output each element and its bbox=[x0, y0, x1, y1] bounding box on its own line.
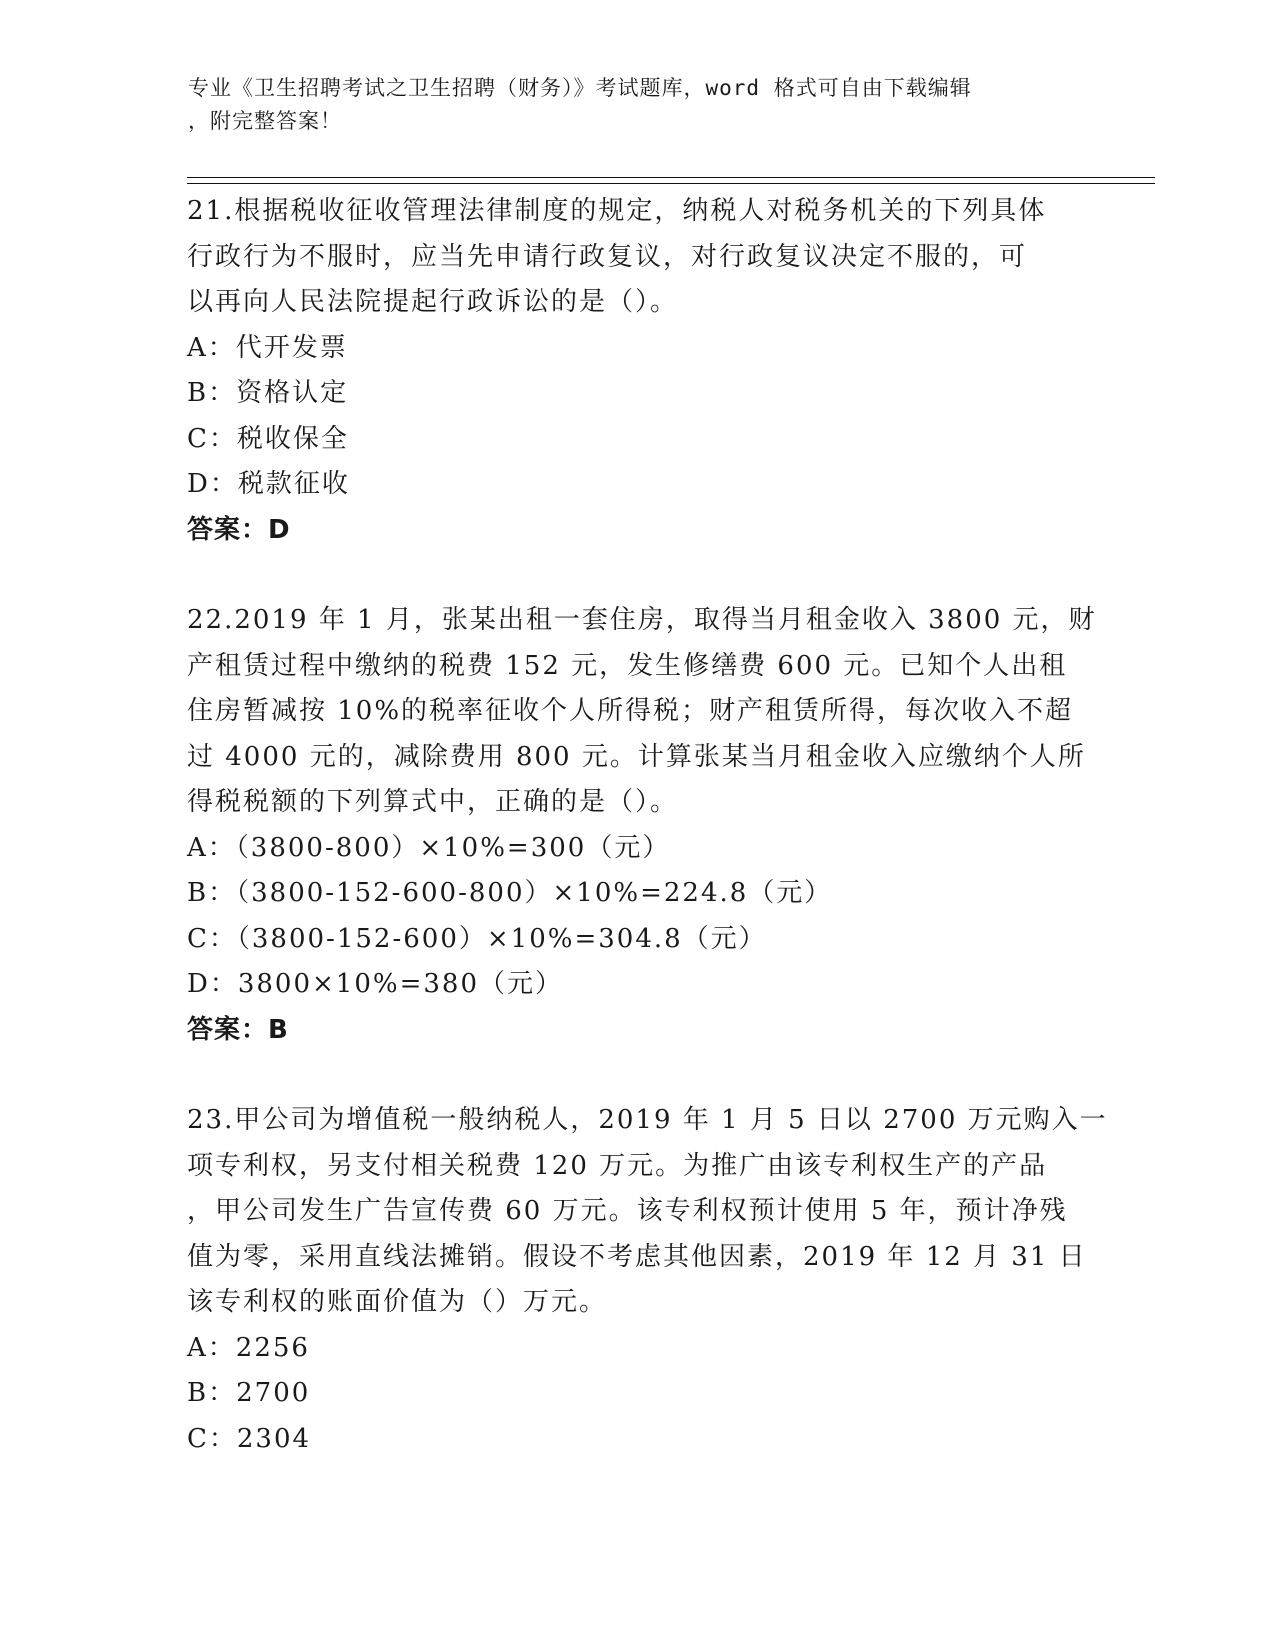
option-a: A：（3800-800）×10%=300（元） bbox=[187, 832, 671, 863]
option-d: D：税款征收 bbox=[187, 469, 350, 499]
question-stem bbox=[187, 1098, 1108, 1326]
question-spacer bbox=[187, 1053, 1087, 1098]
question-stem-line: 值为零，采用直线法摊销。假设不考虑其他因素，2019 年 12 月 31 日 bbox=[187, 1241, 1087, 1272]
question-stem-line: 以再向人民法院提起行政诉讼的是（）。 bbox=[187, 287, 679, 317]
question-22 bbox=[187, 598, 1097, 1053]
question-stem-line: 23.甲公司为增值税一般纳税人，2019 年 1 月 5 日以 2700 万元购入一 bbox=[187, 1105, 1108, 1135]
header-divider-bottom bbox=[187, 183, 1155, 184]
document-header bbox=[188, 72, 1068, 138]
question-stem bbox=[187, 189, 1087, 326]
option-c: C：2304 bbox=[187, 1423, 312, 1454]
option-c: C：（3800-152-600）×10%=304.8（元） bbox=[187, 923, 767, 954]
option-a: A：代开发票 bbox=[187, 332, 348, 363]
header-line-1: 专业《卫生招聘考试之卫生招聘（财务）》考试题库，word 格式可自由下载编辑 bbox=[188, 76, 972, 100]
question-stem-line: 项专利权，另支付相关税费 120 万元。为推广由该专利权生产的产品 bbox=[187, 1150, 1048, 1181]
question-stem-line: 该专利权的账面价值为（）万元。 bbox=[187, 1287, 608, 1317]
option-b: B：资格认定 bbox=[187, 378, 349, 408]
header-divider-top bbox=[187, 177, 1155, 178]
answer-line: 答案：B bbox=[187, 1014, 289, 1045]
question-stem-line: 22.2019 年 1 月，张某出租一套住房，取得当月租金收入 3800 元，财 bbox=[187, 605, 1097, 635]
question-stem-line: 21.根据税收征收管理法律制度的规定，纳税人对税务机关的下列具体 bbox=[187, 196, 1047, 226]
option-b: B：2700 bbox=[187, 1378, 311, 1408]
question-stem-line: 住房暂减按 10%的税率征收个人所得税；财产租赁所得，每次收入不超 bbox=[187, 696, 1074, 726]
option-b: B：（3800-152-600-800）×10%=224.8（元） bbox=[187, 878, 833, 908]
question-stem-line: 行政行为不服时，应当先申请行政复议，对行政复议决定不服的，可 bbox=[187, 241, 1028, 272]
question-stem-line: 过 4000 元的，减除费用 800 元。计算张某当月租金收入应缴纳个人所 bbox=[187, 741, 1086, 772]
question-list bbox=[187, 189, 1108, 1462]
question-stem-line: 产租赁过程中缴纳的税费 152 元，发生修缮费 600 元。已知个人出租 bbox=[187, 650, 1068, 681]
question-spacer bbox=[187, 553, 1087, 598]
header-line-2: ，附完整答案！ bbox=[188, 109, 342, 133]
option-c: C：税收保全 bbox=[187, 423, 349, 454]
question-stem-line: ，甲公司发生广告宣传费 60 万元。该专利权预计使用 5 年，预计净残 bbox=[187, 1196, 1068, 1226]
option-a: A：2256 bbox=[187, 1332, 310, 1363]
answer-line: 答案：D bbox=[187, 514, 291, 545]
option-d: D：3800×10%=380（元） bbox=[187, 969, 563, 999]
question-stem-line: 得税税额的下列算式中，正确的是（）。 bbox=[187, 787, 679, 817]
question-stem bbox=[187, 598, 1097, 826]
question-23 bbox=[187, 1098, 1108, 1462]
question-21 bbox=[187, 189, 1087, 553]
